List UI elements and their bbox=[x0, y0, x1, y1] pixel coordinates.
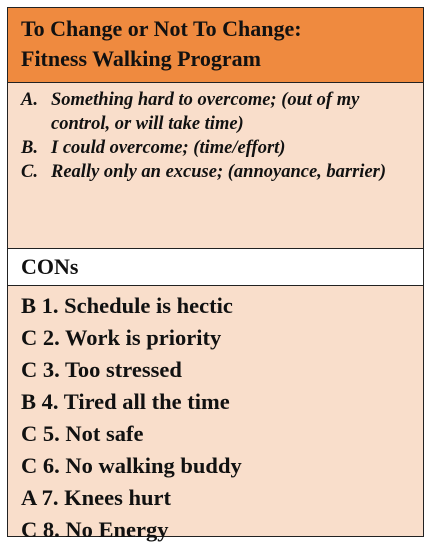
key-text: Something hard to overcome; (out of my control, or will take time) bbox=[51, 90, 360, 134]
title-line-2: Fitness Walking Program bbox=[21, 46, 261, 71]
key-text: I could overcome; (time/effort) bbox=[51, 138, 286, 158]
key-letter: B. bbox=[21, 138, 38, 158]
key-letter: C. bbox=[21, 162, 38, 182]
list-item: B 1. Schedule is hectic bbox=[21, 293, 233, 318]
key-item-b bbox=[21, 136, 415, 160]
key-item-c bbox=[21, 160, 415, 184]
key-text: Really only an excuse; (annoyance, barrier) bbox=[51, 162, 387, 182]
key-item-a bbox=[21, 88, 415, 136]
title-line-1: To Change or Not To Change: bbox=[21, 16, 302, 41]
list-item: C 2. Work is priority bbox=[21, 325, 222, 350]
fitness-walking-table bbox=[7, 7, 424, 542]
table-header bbox=[8, 8, 423, 83]
list-item: B 4. Tired all the time bbox=[21, 389, 230, 414]
list-item: C 3. Too stressed bbox=[21, 357, 182, 382]
key-section bbox=[8, 83, 423, 249]
list-item: C 5. Not safe bbox=[21, 421, 144, 446]
list-item: C 8. No Energy bbox=[21, 517, 169, 542]
cons-list bbox=[8, 286, 423, 542]
list-item: C 6. No walking buddy bbox=[21, 453, 242, 478]
key-letter: A. bbox=[21, 90, 38, 110]
list-item: A 7. Knees hurt bbox=[21, 485, 172, 510]
cons-header: CONs bbox=[8, 249, 423, 286]
